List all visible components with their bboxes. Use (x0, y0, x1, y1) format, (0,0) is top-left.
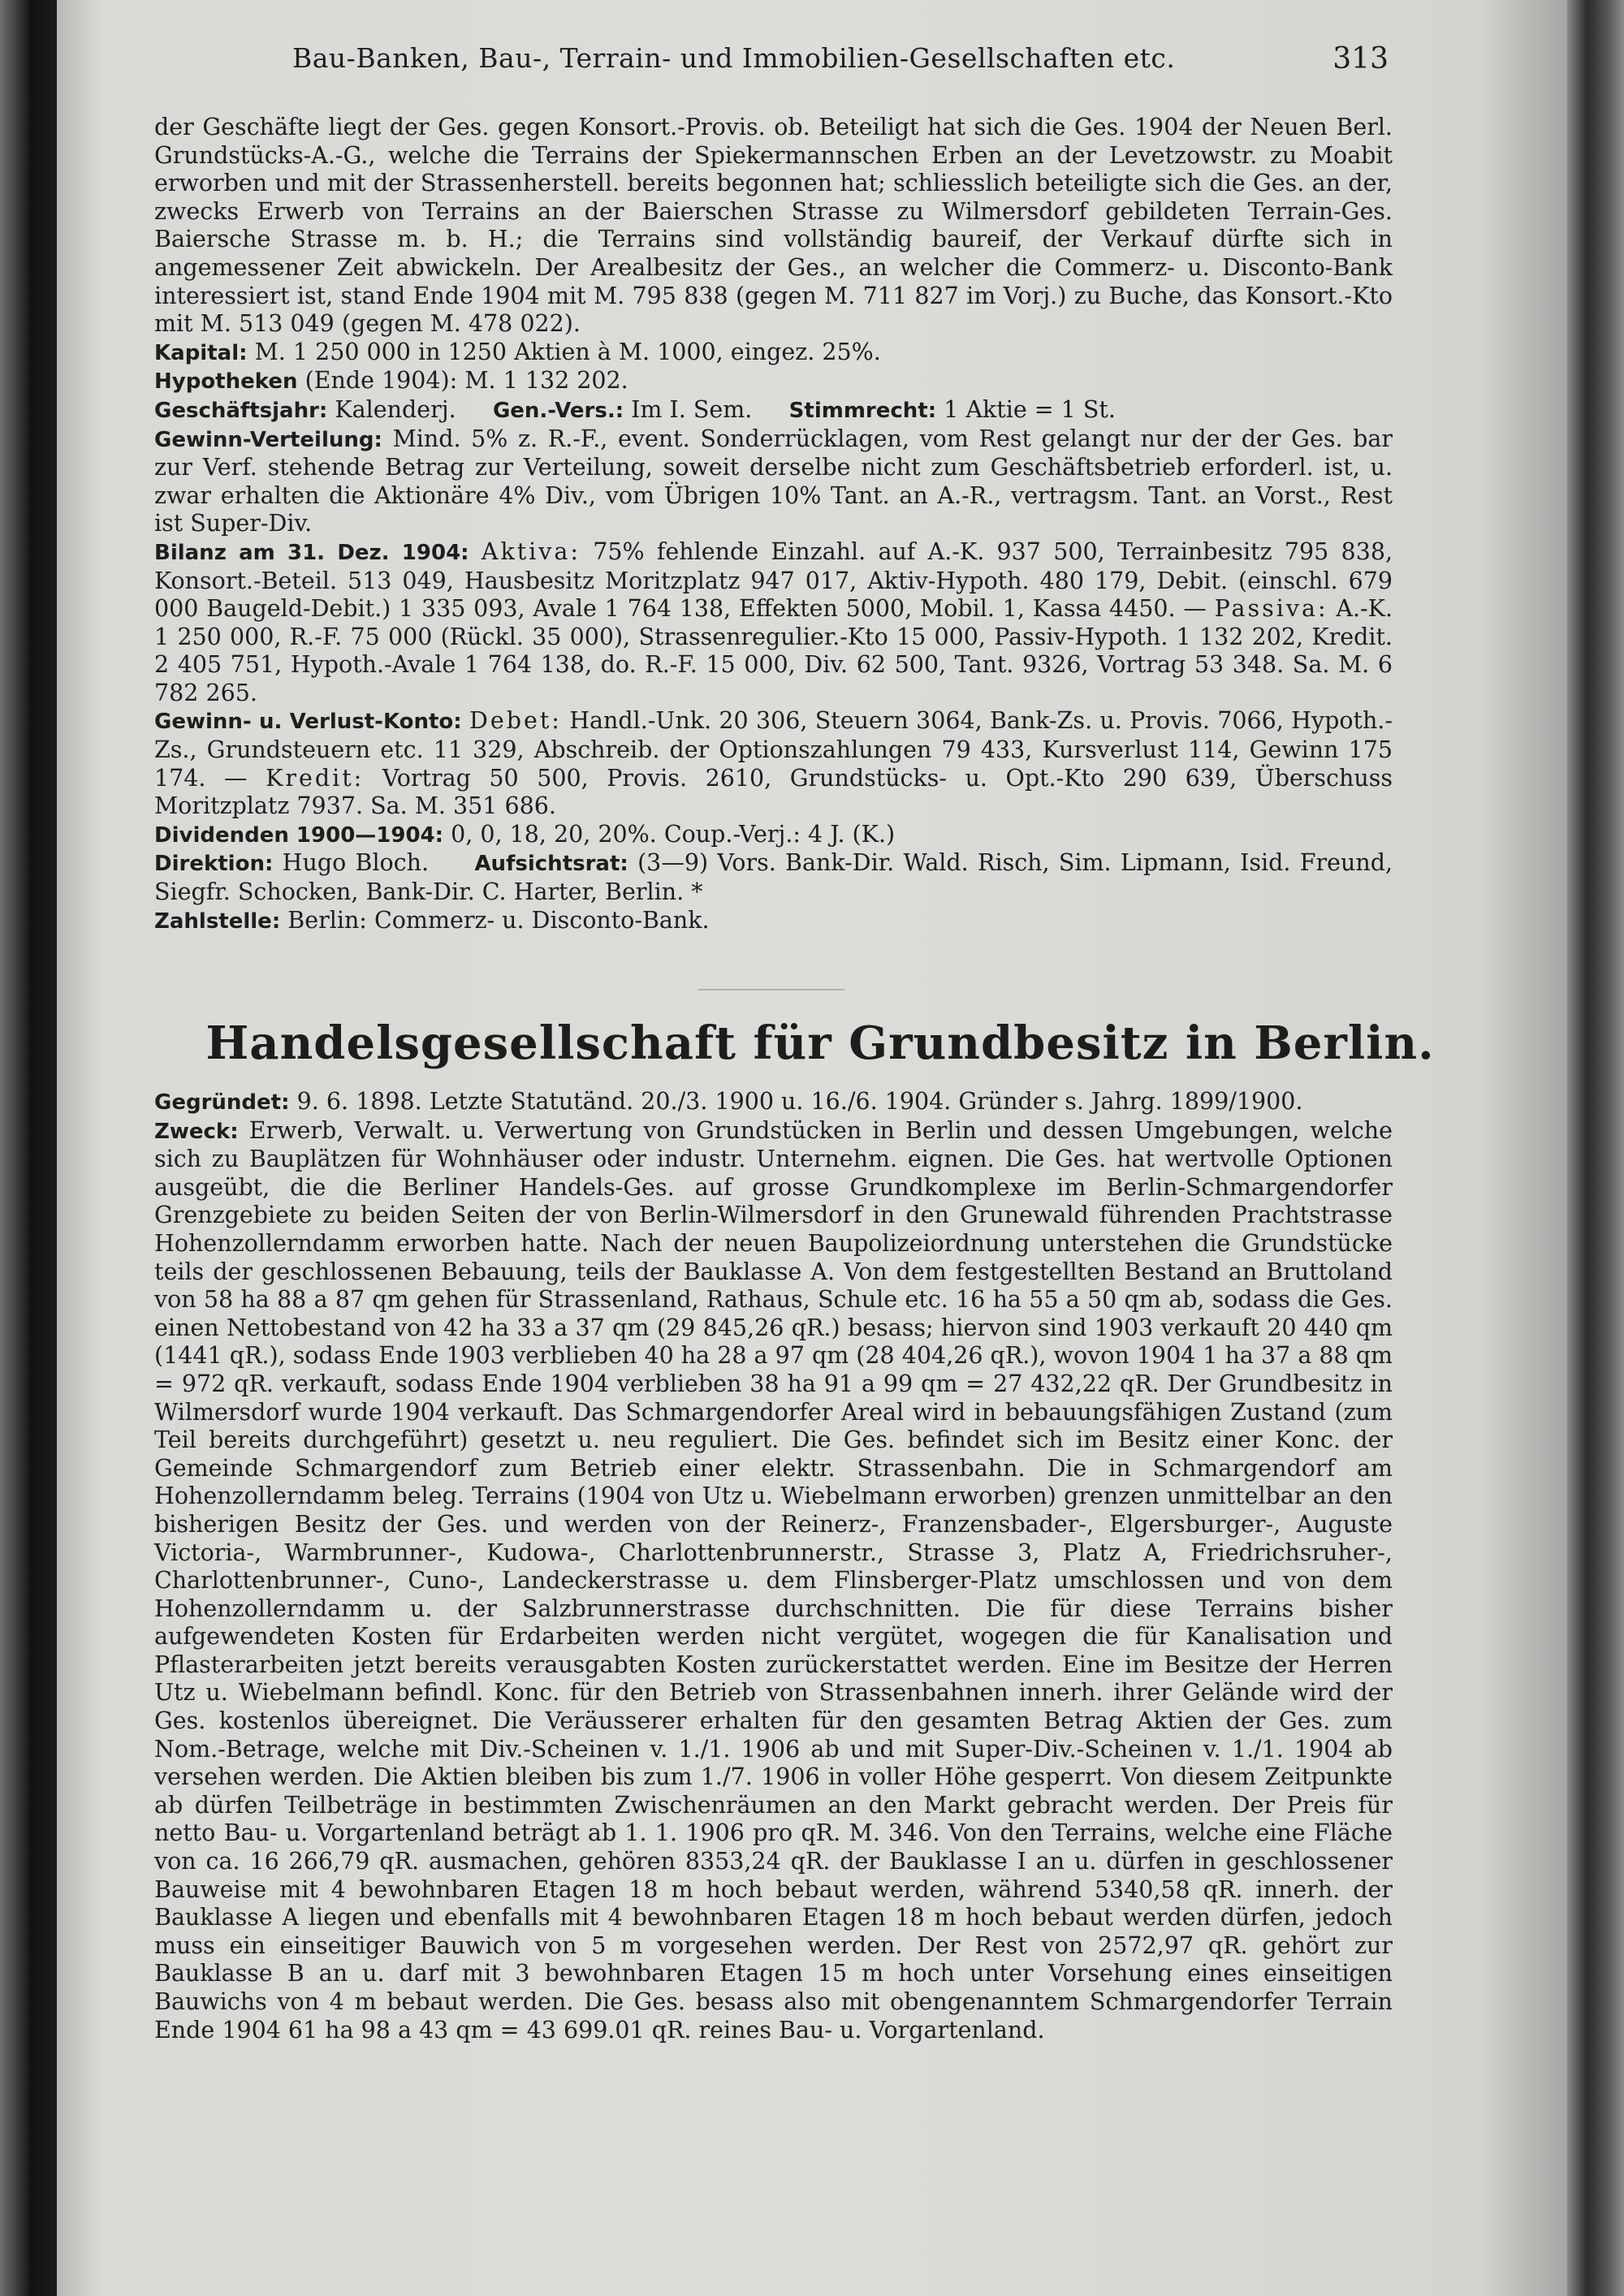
field-text: (3—9) Vors. Bank-Dir. Wald. Risch, Sim. Lipmann, Isid. Freund, Siegfr. Schocken, Bank-Dir. C. Harter, Berlin. * (154, 849, 1393, 906)
field-label: Gegründet: (154, 1090, 290, 1115)
field-label: Zweck: (154, 1119, 239, 1144)
field-text: 1 Aktie = 1 St. (944, 395, 1116, 423)
field-gewinn-verteilung (154, 425, 1393, 538)
field-text: Handl.-Unk. 20 306, Steuern 3064, Bank-Zs. u. Provis. 7066, Hypoth.-Zs., Grundsteuern etc. 11 329, Abschreib. der Optionszahlungen 79 433, Kursverlust 114, Gewinn 175 174. — (154, 707, 1393, 792)
field-label: Zahlstelle: (154, 908, 281, 934)
field-label: Kapital: (154, 340, 248, 365)
field-sublabel: Kredit: (266, 764, 365, 792)
field-gegruendet (154, 1088, 1393, 1117)
field-label: Aufsichtsrat: (474, 852, 628, 877)
running-title: Bau-Banken, Bau-, Terrain- und Immobilien-Gesellschaften etc. (292, 42, 1176, 74)
field-label: Gewinn-Verteilung: (154, 427, 382, 452)
field-text: Vortrag 50 500, Provis. 2610, Grundstücks- u. Opt.-Kto 290 639, Überschuss Moritzplatz 7937. Sa. M. 351 686. (154, 764, 1393, 820)
field-hypotheken (154, 367, 1393, 396)
company-entry (154, 1088, 1393, 2044)
field-sublabel: Passiva: (1214, 595, 1328, 623)
field-label: Geschäftsjahr: (154, 398, 328, 423)
field-kapital (154, 339, 1393, 368)
field-geschaeftsjahr (154, 396, 1393, 425)
section-title: Handelsgesellschaft für Grundbesitz in Berlin. (205, 1016, 1435, 1070)
field-direktion-aufsichtsrat (154, 849, 1393, 906)
section-divider (698, 989, 844, 990)
field-label: Gewinn- u. Verlust-Konto: (154, 710, 462, 735)
field-sublabel: Aktiva: (481, 537, 581, 565)
field-label: Gen.-Vers.: (492, 398, 624, 423)
field-sublabel: Debet: (469, 707, 562, 735)
previous-entry-text: der Geschäfte liegt der Ges. gegen Konsort.-Provis. ob. Beteiligt hat sich die Ges. 1904 der Neuen Berl. Grundstücks-A.-G., welche die Terrains der Spiekermannschen Erben an der Levetzowstr. zu Moabit erworben und mit der Strassenherstell. bereits begonnen hat; schliesslich beteiligte sich die Ges. an der, zwecks Erwerb von Terrains an der Baierschen Strasse zu Wilmersdorf gebildeten Terrain-Ges. Baiersche Strasse m. b. H.; die Terrains sind vollständig baureif, der Verkauf dürfte sich in angemessener Zeit abwickeln. Der Arealbesitz der Ges., an welcher die Commerz- u. Disconto-Bank interessiert ist, stand Ende 1904 mit M. 795 838 (gegen M. 711 827 im Vorj.) zu Buche, das Konsort.-Kto mit M. 513 049 (gegen M. 478 022). (154, 114, 1393, 338)
field-label: Dividenden 1900—1904: (154, 822, 444, 848)
field-text: Hugo Bloch. (282, 849, 430, 877)
field-text: M. 1 250 000 in 1250 Aktien à M. 1000, eingez. 25%. (254, 338, 881, 365)
field-label: Hypotheken (154, 369, 298, 395)
field-zweck (154, 1117, 1393, 2045)
field-bilanz (154, 538, 1393, 708)
page-number: 313 (1332, 42, 1389, 76)
field-text: A.-K. 1 250 000, R.-F. 75 000 (Rückl. 35 000), Strassenregulier.-Kto 15 000, Passiv-Hypoth. 1 132 202, Kredit. 2 405 751, Hypoth.-Avale 1 764 138, do. R.-F. 15 000, Div. 62 500, Tant. 9326, Vortrag 53 348. Sa. M. 6 782 265. (154, 595, 1393, 706)
field-text: Erwerb, Verwalt. u. Verwertung von Grundstücken in Berlin und dessen Umgebungen, welche sich zu Bauplätzen für Wohnhäuser oder industr. Unternehm. eignen. Die Ges. hat wertvolle Optionen ausgeübt, die die Berliner Handels-Ges. auf grosse Grundkomplexe im Berlin-Schmargendorfer Grenzgebiete zu beiden Seiten der von Berlin-Wilmersdorf in den Grunewald führenden Prachtstrasse Hohenzollerndamm erworben hatte. Nach der neuen Baupolizeiordnung unterstehen die Grundstücke teils der geschlossenen Bebauung, teils der Bauklasse A. Von dem festgestellten Bestand an Bruttoland von 58 ha 88 a 87 qm gehen für Strassenland, Rathaus, Schule etc. 16 ha 55 a 50 qm ab, sodass die Ges. einen Nettobestand von 42 ha 33 a 37 qm (29 845,26 qR.) besass; hiervon sind 1903 verkauft 20 440 qm (1441 qR.), sodass Ende 1903 verblieben 40 ha 28 a 97 qm (28 404,26 qR.), wovon 1904 1 ha 37 a 88 qm = 972 qR. verkauft, sodass Ende 1904 verblieben 38 ha 91 a 99 qm = 27 432,22 qR. Der Grundbesitz in Wilmersdorf wurde 1904 verkauft. Das Schmargendorfer Areal wird in bebauungsfähigen Zustand (zum Teil bereits durchgeführt) gesetzt u. neu reguliert. Die Ges. befindet sich im Besitz einer Konc. der Gemeinde Schmargendorf zum Betrieb einer elektr. Strassenbahn. Die in Schmargendorf am Hohenzollerndamm beleg. Terrains (1904 von Utz u. Wiebelmann erworben) grenzen unmittelbar an den bisherigen Besitz der Ges. und werden von der Reinerz-, Franzensbader-, Elgersburger-, Auguste Victoria-, Warmbrunner-, Kudowa-, Charlottenbrunnerstr., Strasse 3, Platz A, Friedrichsruher-, Charlottenbrunner-, Cuno-, Landeckerstrasse u. dem Flinsberger-Platz umschlossen und von dem Hohenzollerndamm u. der Salzbrunnerstrasse durchschnitten. Die für diese Terrains bisher aufgewendeten Kosten für Erdarbeiten werden nicht vergütet, wogegen die für Kanalisation und Pflasterarbeiten jetzt bereits verausgabten Kosten zurückerstattet werden. Eine im Besitze der Herren Utz u. Wiebelmann befindl. Konc. für den Betrieb von Strassenbahnen innerh. ihrer Gelände wird der Ges. kostenlos übereignet. Die Veräusserer erhalten für den gesamten Betrag Aktien der Ges. zum Nom.-Betrage, welche mit Div.-Scheinen v. 1./1. 1906 ab und mit Super-Div.-Scheinen v. 1./1. 1904 ab versehen werden. Die Aktien bleiben bis zum 1./7. 1906 in voller Höhe gesperrt. Von diesem Zeitpunkte ab dürfen Teilbeträge in bestimmten Zwischenräumen an den Markt gebracht werden. Der Preis für netto Bau- u. Vorgartenland beträgt ab 1. 1. 1906 pro qR. M. 346. Von den Terrains, welche eine Fläche von ca. 16 266,79 qR. ausmachen, gehören 8353,24 qR. der Bauklasse I an u. dürfen in geschlossener Bauweise mit 4 bewohnbaren Etagen 18 m hoch bebaut werden, während 5340,58 qR. innerh. der Bauklasse A liegen und ebenfalls mit 4 bewohnbaren Etagen 18 m hoch bebaut werden dürfen, jedoch muss ein einseitiger Bauwich von 5 m vorgesehen werden. Der Rest von 2572,97 qR. gehört zur Bauklasse B an u. darf mit 3 bewohnbaren Etagen 15 m hoch unter Vorsehung eines einseitigen Bauwichs von 4 m bebaut werden. Die Ges. besass also mit obengenanntem Schmargendorfer Terrain Ende 1904 61 ha 98 a 43 qm = 43 699.01 qR. reines Bau- u. Vorgartenland. (154, 1116, 1393, 2044)
field-text: (Ende 1904): M. 1 132 202. (304, 367, 628, 395)
field-text: Berlin: Commerz- u. Disconto-Bank. (287, 906, 710, 934)
field-label: Bilanz am 31. Dez. 1904: (154, 540, 469, 565)
field-text: Im I. Sem. (631, 395, 753, 423)
field-dividenden (154, 821, 1393, 850)
book-edge-right (1567, 0, 1624, 2296)
field-text: Mind. 5% z. R.-F., event. Sonderrücklagen, vom Rest gelangt nur der der Ges. bar zur Verf. stehende Betrag zur Verteilung, soweit derselbe nicht zum Geschäftsbetrieb erforderl. ist, u. zwar erhalten die Aktionäre 4% Div., vom Übrigen 10% Tant. an A.-R., vertragsm. Tant. an Vorst., Rest ist Super-Div. (154, 425, 1393, 537)
field-text: 9. 6. 1898. Letzte Statutänd. 20./3. 1900 u. 16./6. 1904. Gründer s. Jahrg. 1899/1900. (296, 1088, 1303, 1115)
field-label: Stimmrecht: (788, 398, 937, 423)
field-gewinn-verlust (154, 707, 1393, 820)
field-label: Direktion: (154, 852, 274, 877)
field-zahlstelle (154, 907, 1393, 936)
book-spine-shadow-left (0, 0, 57, 2296)
field-text: 75% fehlende Einzahl. auf A.-K. 937 500, Terrainbesitz 795 838, Konsort.-Beteil. 513 049, Hausbesitz Moritzplatz 947 017, Aktiv-Hypoth. 480 179, Debit. (einschl. 679 000 Baugeld-Debit.) 1 335 093, Avale 1 764 138, Effekten 5000, Mobil. 1, Kassa 4450. — (154, 537, 1393, 623)
field-text: 0, 0, 18, 20, 20%. Coup.-Verj.: 4 J. (K.) (451, 820, 896, 848)
previous-entry (154, 114, 1393, 935)
field-text: Kalenderj. (335, 395, 456, 423)
